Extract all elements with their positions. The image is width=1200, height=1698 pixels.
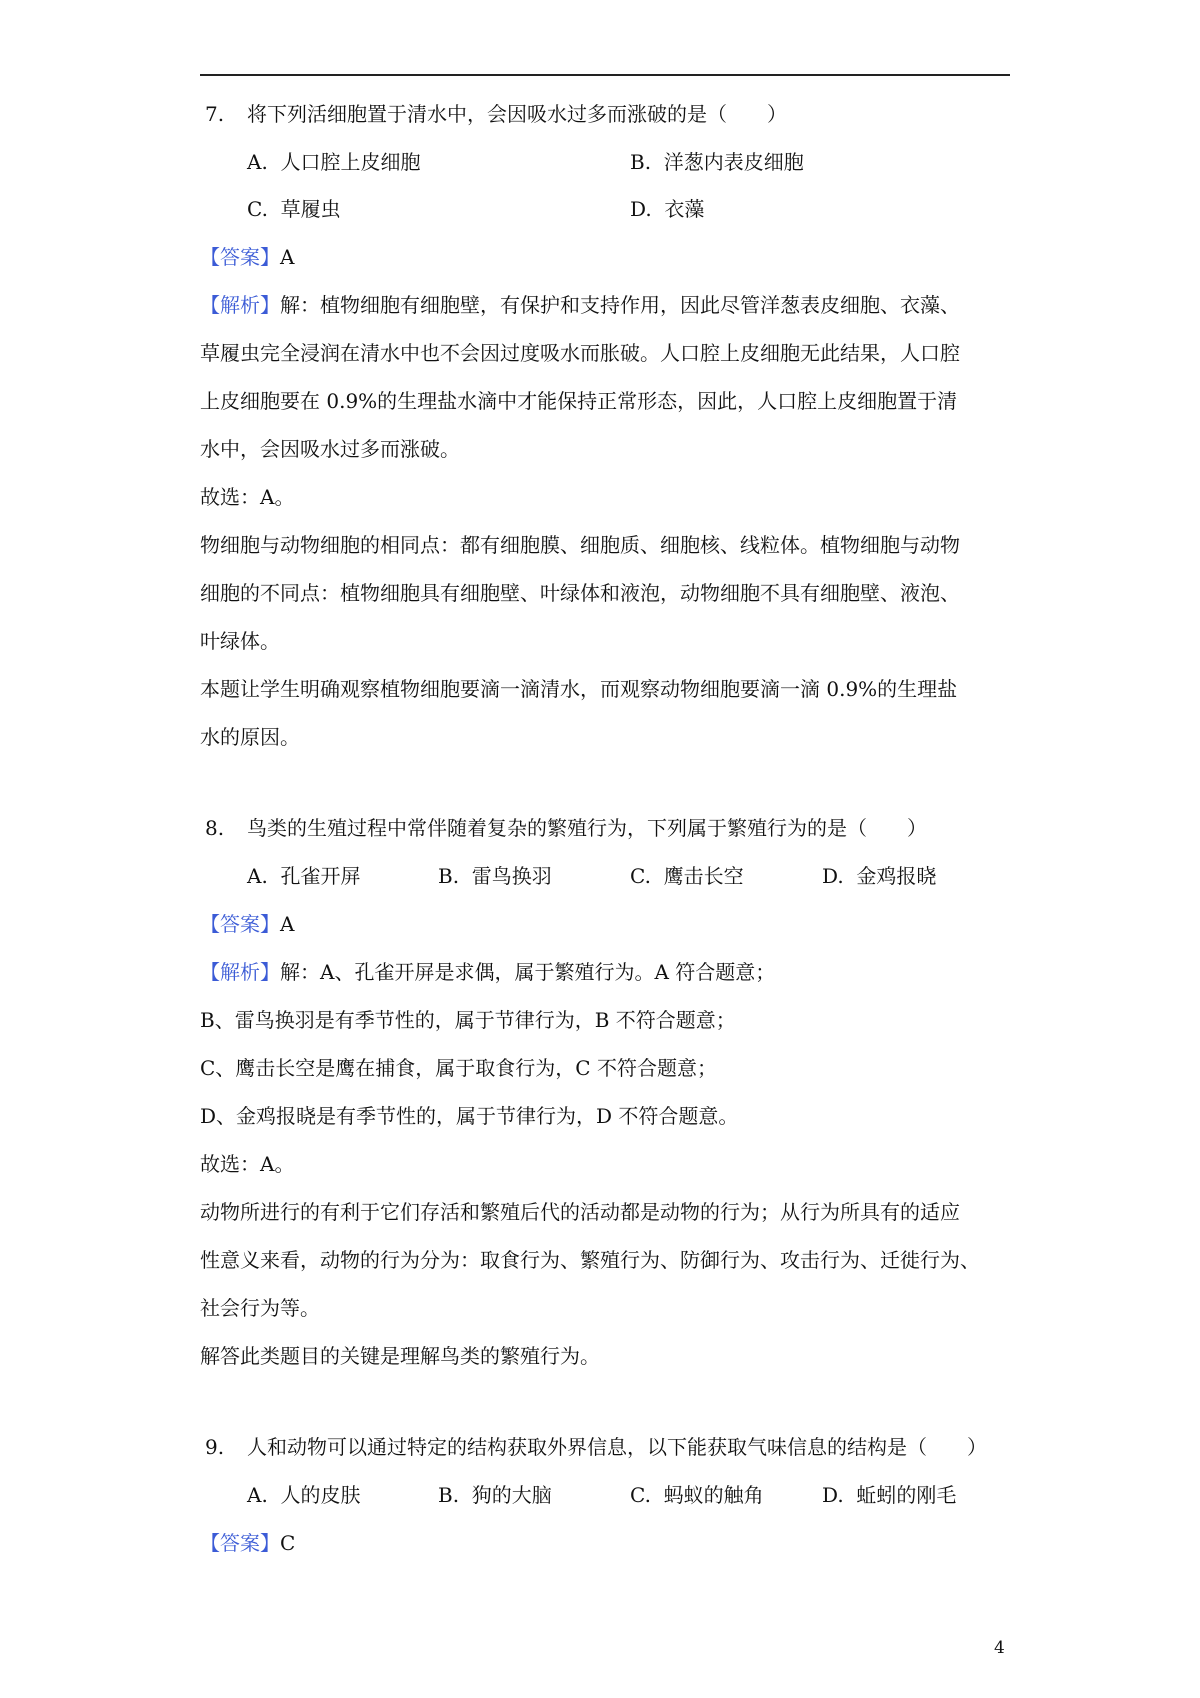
option-c: C. 蚂蚁的触角 <box>630 1483 764 1507</box>
question-stem: 鸟类的生殖过程中常伴随着复杂的繁殖行为，下列属于繁殖行为的是（ ） <box>247 816 927 840</box>
option-a: A. 人口腔上皮细胞 <box>247 150 421 174</box>
option-a: A. 人的皮肤 <box>247 1483 361 1507</box>
option-b: B. 狗的大脑 <box>438 1483 552 1507</box>
analysis-line: 水中，会因吸水过多而涨破。 <box>200 437 460 461</box>
analysis-line: 草履虫完全浸润在清水中也不会因过度吸水而胀破。人口腔上皮细胞无此结果，人口腔 <box>200 341 960 365</box>
option-d: D. 衣藻 <box>630 197 705 221</box>
option-b: B. 雷鸟换羽 <box>438 864 552 888</box>
header-rule <box>200 74 1010 76</box>
choice-line: 故选：A。 <box>200 1152 295 1176</box>
note-line: 动物所进行的有利于它们存活和繁殖后代的活动都是动物的行为；从行为所具有的适应 <box>200 1200 960 1224</box>
question-stem: 人和动物可以通过特定的结构获取外界信息，以下能获取气味信息的结构是（ ） <box>247 1435 987 1459</box>
answer-value: A <box>280 912 295 936</box>
analysis-tag: 【解析】 <box>200 960 280 984</box>
option-d: D. 蚯蚓的刚毛 <box>822 1483 957 1507</box>
analysis-line: C、鹰击长空是鹰在捕食，属于取食行为，C 不符合题意； <box>200 1056 717 1080</box>
answer-line <box>200 1529 295 1557</box>
analysis-line: D、金鸡报晓是有季节性的，属于节律行为，D 不符合题意。 <box>200 1104 739 1128</box>
analysis-line: 【解析】解：A、孔雀开屏是求偶，属于繁殖行为。A 符合题意； <box>200 960 776 984</box>
analysis-tag: 【解析】 <box>200 293 280 317</box>
note-line: 性意义来看，动物的行为分为：取食行为、繁殖行为、防御行为、攻击行为、迁徙行为、 <box>200 1248 980 1272</box>
question-number: 8. <box>205 816 225 840</box>
note-line: 物细胞与动物细胞的相同点：都有细胞膜、细胞质、细胞核、线粒体。植物细胞与动物 <box>200 533 960 557</box>
note-line: 细胞的不同点：植物细胞具有细胞壁、叶绿体和液泡，动物细胞不具有细胞壁、液泡、 <box>200 581 960 605</box>
answer-value: A <box>280 245 295 269</box>
note-line: 叶绿体。 <box>200 629 280 653</box>
page-number: 4 <box>994 1638 1005 1658</box>
answer-value: C <box>280 1531 296 1555</box>
note-line: 本题让学生明确观察植物细胞要滴一滴清水，而观察动物细胞要滴一滴 0.9%的生理盐 <box>200 677 958 701</box>
analysis-line: 上皮细胞要在 0.9%的生理盐水滴中才能保持正常形态，因此，人口腔上皮细胞置于清 <box>200 389 958 413</box>
answer-tag: 【答案】 <box>200 1531 280 1555</box>
choice-line: 故选：A。 <box>200 485 295 509</box>
option-b: B. 洋葱内表皮细胞 <box>630 150 804 174</box>
note-line: 水的原因。 <box>200 725 300 749</box>
note-line: 解答此类题目的关键是理解鸟类的繁殖行为。 <box>200 1344 600 1368</box>
answer-line <box>200 910 294 938</box>
answer-line <box>200 243 294 271</box>
option-c: C. 鹰击长空 <box>630 864 744 888</box>
question-number: 9. <box>205 1435 225 1459</box>
note-line: 社会行为等。 <box>200 1296 320 1320</box>
analysis-line: 【解析】解：植物细胞有细胞壁，有保护和支持作用，因此尽管洋葱表皮细胞、衣藻、 <box>200 293 960 317</box>
answer-tag: 【答案】 <box>200 912 280 936</box>
analysis-line: B、雷鸟换羽是有季节性的，属于节律行为，B 不符合题意； <box>200 1008 736 1032</box>
option-c: C. 草履虫 <box>247 197 341 221</box>
question-number: 7. <box>205 102 225 126</box>
question-stem: 将下列活细胞置于清水中，会因吸水过多而涨破的是（ ） <box>247 102 787 126</box>
option-d: D. 金鸡报晓 <box>822 864 937 888</box>
answer-tag: 【答案】 <box>200 245 280 269</box>
option-a: A. 孔雀开屏 <box>247 864 361 888</box>
